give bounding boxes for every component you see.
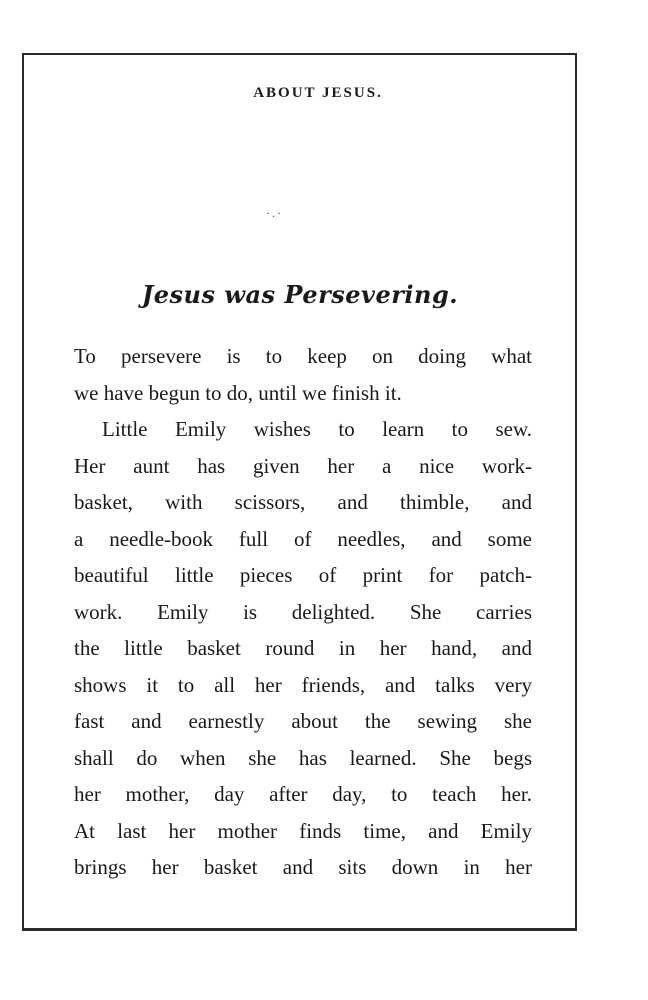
text-line: At last her mother finds time, and Emily [74, 818, 532, 843]
text-line: Little Emily wishes to learn to sew. [102, 417, 532, 441]
text-line: fast and earnestly about the sewing she [74, 709, 532, 733]
text-line: we have begun to do, until we finish it. [74, 380, 402, 405]
text-line: a needle-book full of needles, and some [74, 526, 532, 551]
body-text [74, 338, 532, 886]
text-line: basket, with scissors, and thimble, and [74, 490, 532, 514]
running-head: ABOUT JESUS. [253, 85, 383, 101]
text-line: shall do when she has learned. She begs [74, 745, 532, 770]
text-line: shows it to all her friends, and talks very [74, 672, 532, 697]
text-line: Her aunt has given her a nice work- [74, 453, 532, 478]
text-line: the little basket round in her hand, and [74, 636, 532, 660]
text-line: beautiful little pieces of print for patch- [74, 563, 532, 587]
text-line: To persevere is to keep on doing what [74, 344, 532, 368]
text-line: work. Emily is delighted. She carries [74, 599, 532, 624]
text-line: her mother, day after day, to teach her. [74, 782, 532, 806]
ornament-mark: ·.· [266, 206, 283, 220]
text-line: brings her basket and sits down in her [74, 855, 532, 879]
chapter-title: Jesus was Persevering. [141, 280, 459, 309]
